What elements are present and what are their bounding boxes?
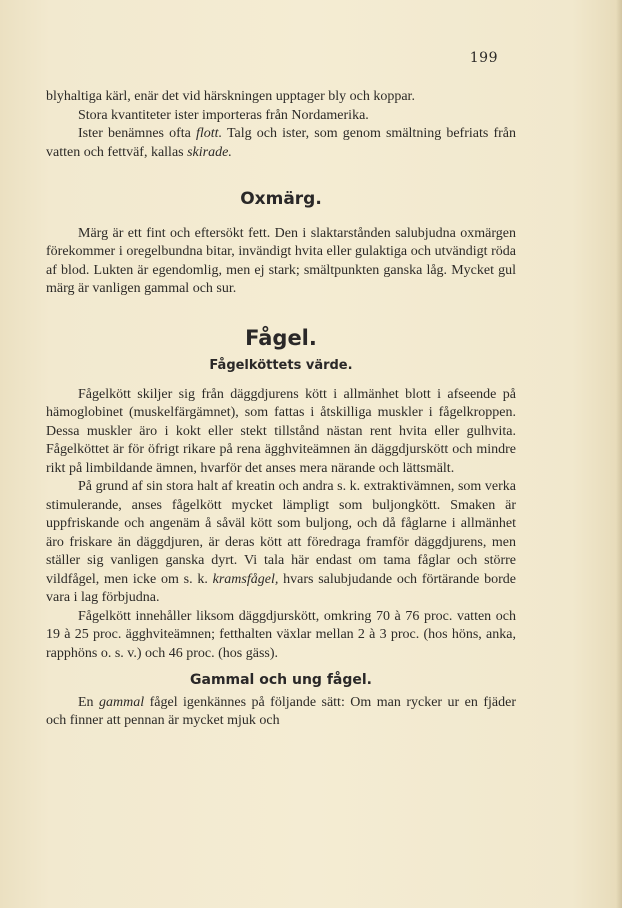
fagel-paragraph-hemoglobin: Fågelkött skiljer sig från däggdjurens kött i allmänhet blott i afseende på hämoglobinet (muskelfärgämnet), som fattas i åtskilliga muskler i fågelkroppen. Dessa muskler äro i kokt eller stekt tillstånd nästan rent hvita eller gulhvita. Fågelköttet är för öfrigt rikare på rena ägghviteämnen än däggdjurskött och mindre rikt på limbildande ämnen, hvarför det anses mera närande och lättsmält. (46, 386, 516, 476)
fagel-text: hvars salubjudande och förtärande borde vara i lag förbjudna. (46, 571, 516, 605)
intro-text: Talg och ister, som genom smältning befriats från vatten och fettväf, kallas (46, 126, 516, 160)
gammal-text: En (78, 694, 100, 710)
gammal-paragraph (46, 694, 516, 731)
page-number: 199 (469, 50, 498, 66)
term-flott: flott. (196, 126, 223, 141)
fagel-paragraph-kreatin (46, 478, 516, 608)
fagel-paragraph-composition: Fågelkött innehåller liksom däggdjurskött, omkring 70 à 76 proc. vatten och 19 à 25 proc. ägghviteämnen; fetthalten växlar mellan 2 à 3 proc. (hos höns, anka, rapphöns o. s. v.) och 46 proc. (hos gäss). (46, 608, 516, 661)
subheading-fagelkottets-varde: Fågelköttets värde. (209, 358, 353, 373)
heading-fagel: Fågel. (245, 325, 317, 350)
intro-paragraph-import: Stora kvantiteter ister importeras från Nordamerika. (78, 107, 369, 123)
fagel-text: På grund af sin stora halt af kreatin och andra s. k. extraktivämnen, som verka stimulerande, anses fågelkött mycket lämpligt som buljongkött. Smaken är uppfriskande och angenäm å såväl kött som buljong, och då fåglarne i allmänhet äro friskare än däggdjuren, är deras kött att föredraga framför däggdjurens, men ställer sig vanligen ganska dyrt. Vi tala här endast om tama fåglar och större vildfågel, men icke om s. k. (46, 479, 516, 587)
intro-paragraph-continued: blyhaltiga kärl, enär det vid härskningen upptager bly och koppar. (46, 89, 415, 104)
term-gammal: gammal (99, 694, 145, 710)
term-skirade: skirade. (187, 144, 232, 160)
heading-oxmarg: Oxmärg. (240, 189, 322, 209)
page-edge-shadow (616, 0, 622, 908)
gammal-text: fågel igenkännes på följande sätt: Om man rycker ur en fjäder och finner att pennan är mycket mjuk och (46, 694, 516, 728)
oxmarg-paragraph: Märg är ett fint och eftersökt fett. Den i slaktarstånden salubjudna oxmärgen förekommer i oregelbundna bitar, invändigt hvita eller gulaktiga och utvändigt röda af blod. Lukten är egendomlig, men ej stark; smältpunkten ganska låg. Mycket gul märg är vanligen gammal och sur. (46, 225, 516, 296)
term-kramsfagel: kramsfågel, (212, 571, 279, 587)
intro-text: Ister benämnes ofta (78, 126, 197, 141)
page-body (46, 88, 516, 731)
heading-gammal-och-ung-fagel: Gammal och ung fågel. (190, 672, 372, 688)
intro-paragraph-ister (46, 125, 516, 162)
